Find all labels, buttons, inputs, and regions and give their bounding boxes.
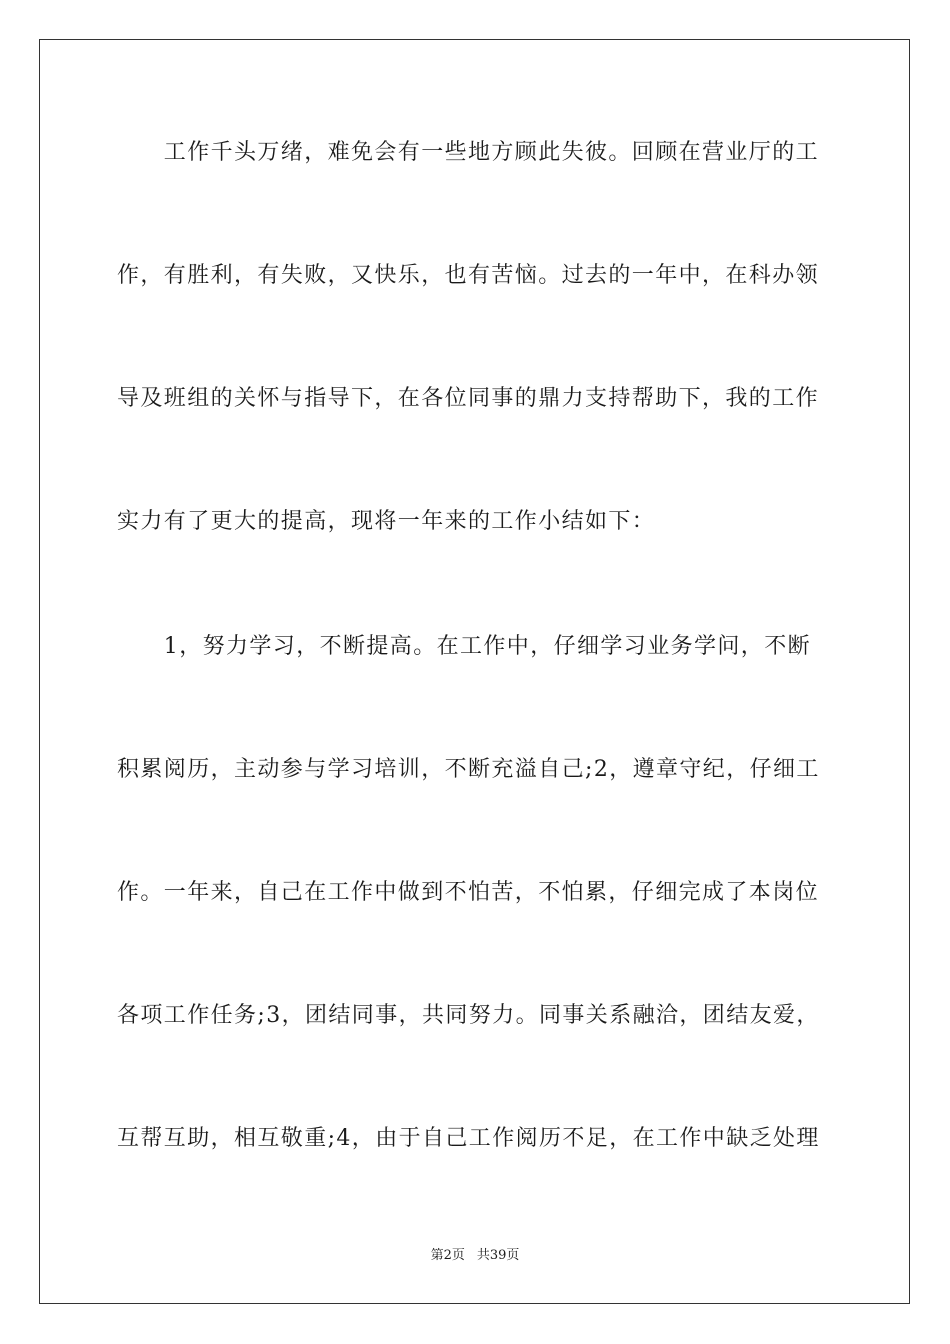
body-line-7: 作。一年来，自己在工作中做到不怕苦，不怕累，仔细完成了本岗位 [117, 880, 820, 905]
body-line-8: 各项工作任务;3，团结同事，共同努力。同事关系融洽，团结友爱， [117, 1003, 820, 1028]
body-line-2: 作，有胜利，有失败，又快乐，也有苦恼。过去的一年中，在科办领 [117, 263, 820, 288]
page-border [39, 39, 910, 1304]
body-line-9: 互帮互助，相互敬重;4，由于自己工作阅历不足，在工作中缺乏处理 [117, 1126, 820, 1151]
page-footer [0, 1247, 950, 1265]
page-number: 第2页 [430, 1248, 465, 1263]
body-line-4: 实力有了更大的提高，现将一年来的工作小结如下： [117, 509, 656, 534]
body-line-5: 1，努力学习，不断提高。在工作中，仔细学习业务学问，不断 [117, 634, 811, 659]
body-line-6: 积累阅历，主动参与学习培训，不断充溢自己;2，遵章守纪，仔细工 [117, 757, 820, 782]
page-total: 共39页 [476, 1248, 520, 1263]
body-line-3: 导及班组的关怀与指导下，在各位同事的鼎力支持帮助下，我的工作 [117, 386, 820, 411]
body-line-1: 工作千头万绪，难免会有一些地方顾此失彼。回顾在营业厅的工 [117, 140, 820, 165]
